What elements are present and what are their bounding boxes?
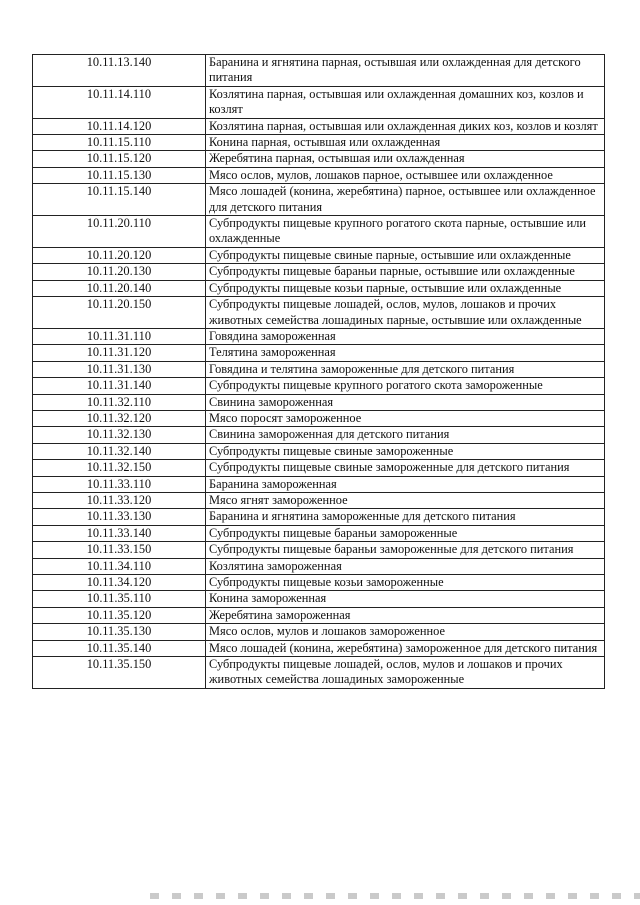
row-code: 10.11.33.120 [33, 492, 206, 508]
row-code: 10.11.32.150 [33, 460, 206, 476]
table-row [33, 151, 605, 167]
table-row [33, 280, 605, 296]
row-description: Жеребятина парная, остывшая или охлажденная [206, 151, 605, 167]
table-row [33, 378, 605, 394]
row-code: 10.11.15.120 [33, 151, 206, 167]
table-row [33, 247, 605, 263]
table-row [33, 264, 605, 280]
row-code: 10.11.35.110 [33, 591, 206, 607]
table-body [33, 55, 605, 689]
row-description: Субпродукты пищевые козьи парные, остывшие или охлажденные [206, 280, 605, 296]
row-description: Субпродукты пищевые козьи замороженные [206, 575, 605, 591]
row-code: 10.11.34.110 [33, 558, 206, 574]
table-row [33, 410, 605, 426]
row-description: Субпродукты пищевые свиные замороженные [206, 443, 605, 459]
row-description: Козлятина замороженная [206, 558, 605, 574]
row-description: Субпродукты пищевые крупного рогатого скота парные, остывшие или охлажденные [206, 216, 605, 248]
row-description: Мясо ослов, мулов и лошаков замороженное [206, 624, 605, 640]
row-code: 10.11.33.150 [33, 542, 206, 558]
row-description: Субпродукты пищевые бараньи замороженные [206, 525, 605, 541]
row-description: Мясо ягнят замороженное [206, 492, 605, 508]
table-row [33, 427, 605, 443]
table-row [33, 640, 605, 656]
table-row [33, 591, 605, 607]
row-description: Говядина и телятина замороженные для детского питания [206, 361, 605, 377]
table-row [33, 525, 605, 541]
row-code: 10.11.31.120 [33, 345, 206, 361]
row-description: Козлятина парная, остывшая или охлажденная диких коз, козлов и козлят [206, 118, 605, 134]
row-code: 10.11.33.140 [33, 525, 206, 541]
row-code: 10.11.20.150 [33, 297, 206, 329]
table-row [33, 624, 605, 640]
table-row [33, 361, 605, 377]
product-code-table [32, 54, 605, 689]
table-row [33, 542, 605, 558]
row-description: Субпродукты пищевые свиные парные, остывшие или охлажденные [206, 247, 605, 263]
table-row [33, 476, 605, 492]
table-row [33, 297, 605, 329]
row-code: 10.11.31.130 [33, 361, 206, 377]
row-code: 10.11.35.150 [33, 657, 206, 689]
table-row [33, 657, 605, 689]
row-code: 10.11.32.110 [33, 394, 206, 410]
row-description: Мясо лошадей (конина, жеребятина) парное, остывшее или охлажденное для детского питания [206, 184, 605, 216]
table-row [33, 328, 605, 344]
row-description: Мясо лошадей (конина, жеребятина) замороженное для детского питания [206, 640, 605, 656]
table-row [33, 558, 605, 574]
row-code: 10.11.33.110 [33, 476, 206, 492]
row-code: 10.11.32.120 [33, 410, 206, 426]
row-code: 10.11.20.120 [33, 247, 206, 263]
row-code: 10.11.32.140 [33, 443, 206, 459]
table-row [33, 394, 605, 410]
row-code: 10.11.33.130 [33, 509, 206, 525]
row-code: 10.11.35.120 [33, 607, 206, 623]
row-description: Субпродукты пищевые лошадей, ослов, мулов и лошаков и прочих животных семейства лошадиных замороженные [206, 657, 605, 689]
table-row [33, 509, 605, 525]
row-code: 10.11.20.140 [33, 280, 206, 296]
table-row [33, 118, 605, 134]
table-row [33, 184, 605, 216]
row-code: 10.11.31.140 [33, 378, 206, 394]
row-description: Мясо поросят замороженное [206, 410, 605, 426]
row-description: Свинина замороженная [206, 394, 605, 410]
row-code: 10.11.32.130 [33, 427, 206, 443]
row-code: 10.11.13.140 [33, 55, 206, 87]
row-code: 10.11.14.110 [33, 86, 206, 118]
table-row [33, 460, 605, 476]
row-description: Телятина замороженная [206, 345, 605, 361]
table-row [33, 443, 605, 459]
row-description: Говядина замороженная [206, 328, 605, 344]
table-row [33, 216, 605, 248]
table-row [33, 492, 605, 508]
row-description: Баранина и ягнятина замороженные для детского питания [206, 509, 605, 525]
row-description: Субпродукты пищевые бараньи замороженные для детского питания [206, 542, 605, 558]
row-code: 10.11.35.140 [33, 640, 206, 656]
row-description: Баранина и ягнятина парная, остывшая или охлажденная для детского питания [206, 55, 605, 87]
table-row [33, 167, 605, 183]
row-description: Субпродукты пищевые свиные замороженные для детского питания [206, 460, 605, 476]
row-description: Субпродукты пищевые лошадей, ослов, мулов, лошаков и прочих животных семейства лошадиных парные, остывшие или охлажденные [206, 297, 605, 329]
row-description: Субпродукты пищевые бараньи парные, остывшие или охлажденные [206, 264, 605, 280]
table-row [33, 607, 605, 623]
table-row [33, 575, 605, 591]
table-row [33, 135, 605, 151]
table-row [33, 55, 605, 87]
row-description: Баранина замороженная [206, 476, 605, 492]
row-code: 10.11.34.120 [33, 575, 206, 591]
row-description: Конина замороженная [206, 591, 605, 607]
row-description: Конина парная, остывшая или охлажденная [206, 135, 605, 151]
row-code: 10.11.15.130 [33, 167, 206, 183]
row-description: Мясо ослов, мулов, лошаков парное, остывшее или охлажденное [206, 167, 605, 183]
table-row [33, 345, 605, 361]
row-description: Субпродукты пищевые крупного рогатого скота замороженные [206, 378, 605, 394]
scan-edge-marks [150, 893, 640, 899]
row-code: 10.11.31.110 [33, 328, 206, 344]
table-row [33, 86, 605, 118]
row-description: Козлятина парная, остывшая или охлажденная домашних коз, козлов и козлят [206, 86, 605, 118]
row-code: 10.11.20.110 [33, 216, 206, 248]
row-code: 10.11.14.120 [33, 118, 206, 134]
row-description: Жеребятина замороженная [206, 607, 605, 623]
row-code: 10.11.20.130 [33, 264, 206, 280]
row-code: 10.11.15.110 [33, 135, 206, 151]
row-code: 10.11.15.140 [33, 184, 206, 216]
row-code: 10.11.35.130 [33, 624, 206, 640]
row-description: Свинина замороженная для детского питания [206, 427, 605, 443]
